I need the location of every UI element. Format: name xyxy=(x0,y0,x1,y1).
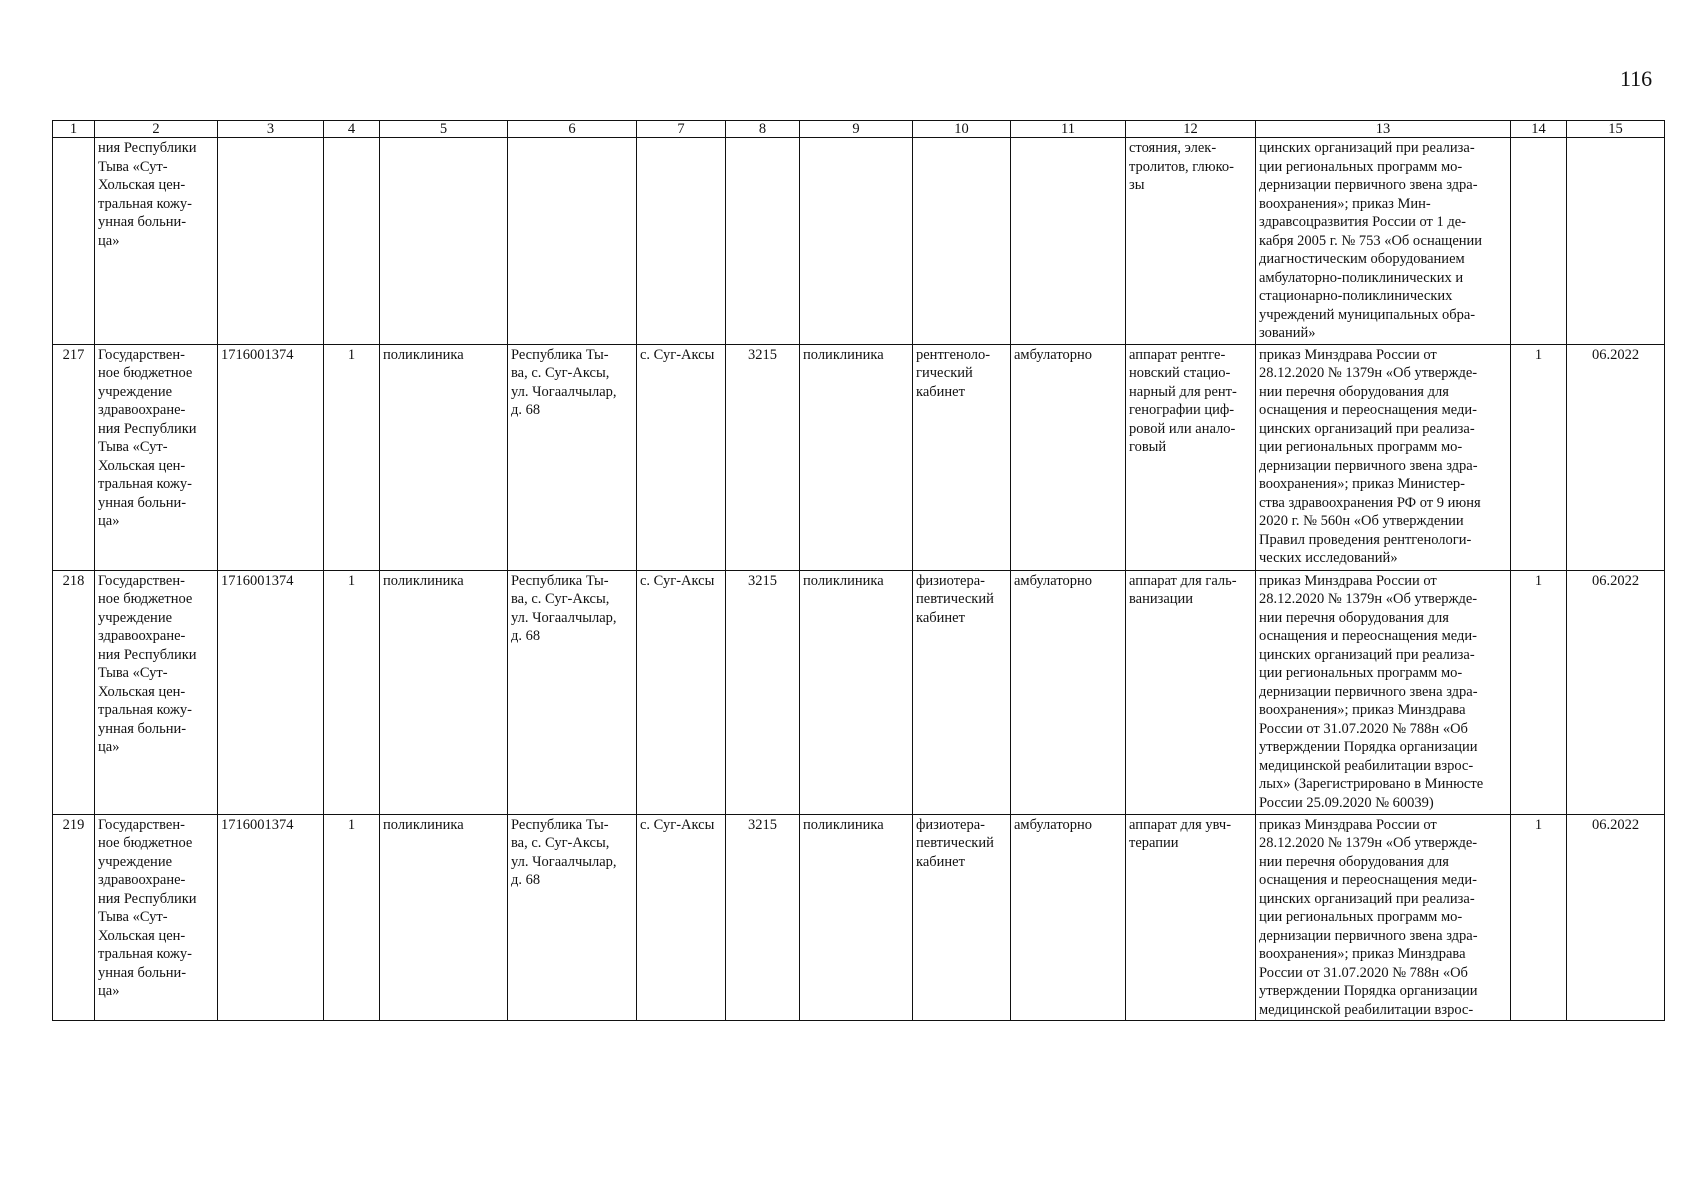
col-header: 1 xyxy=(53,121,95,138)
department-cell: физиотера- певтический кабинет xyxy=(913,814,1011,1021)
equipment-cell: аппарат для увч- терапии xyxy=(1126,814,1256,1021)
count-cell: 1 xyxy=(324,814,380,1021)
quantity-cell: 1 xyxy=(1511,344,1567,570)
equipment-cell: аппарат рентге- новский стацио- нарный для рент- генографии циф- ровой или анало- говый xyxy=(1126,344,1256,570)
date-cell: 06.2022 xyxy=(1567,570,1665,814)
count-cell: 1 xyxy=(324,344,380,570)
col-header: 3 xyxy=(218,121,324,138)
col-header: 7 xyxy=(637,121,726,138)
continuation-row xyxy=(53,138,1665,345)
page-number: 116 xyxy=(1620,66,1653,91)
unit-cell: поликлиника xyxy=(800,814,913,1021)
address-cell: Республика Ты- ва, с. Суг-Аксы, ул. Чогаалчылар, д. 68 xyxy=(508,570,637,814)
count-cell: 1 xyxy=(324,570,380,814)
col-header: 2 xyxy=(95,121,218,138)
col-header: 15 xyxy=(1567,121,1665,138)
col-header: 11 xyxy=(1011,121,1126,138)
address-cell: Республика Ты- ва, с. Суг-Аксы, ул. Чогаалчылар, д. 68 xyxy=(508,814,637,1021)
organization-cell: Государствен- ное бюджетное учреждение здравоохране- ния Республики Тыва «Сут- Хольская цен- тральная кожу- унная больни- ца» xyxy=(95,570,218,814)
col-header: 4 xyxy=(324,121,380,138)
equipment-cell: аппарат для галь- ванизации xyxy=(1126,570,1256,814)
inn-cell: 1716001374 xyxy=(218,814,324,1021)
inn-cell: 1716001374 xyxy=(218,344,324,570)
equipment-table xyxy=(52,120,1665,1021)
organization-cell: Государствен- ное бюджетное учреждение здравоохране- ния Республики Тыва «Сут- Хольская цен- тральная кожу- унная больни- ца» xyxy=(95,814,218,1021)
address-cell: Республика Ты- ва, с. Суг-Аксы, ул. Чогаалчылар, д. 68 xyxy=(508,344,637,570)
equipment-cell: стояния, элек- тролитов, глюко- зы xyxy=(1126,138,1256,345)
col-header: 13 xyxy=(1256,121,1511,138)
care-mode-cell: амбулаторно xyxy=(1011,344,1126,570)
department-cell: рентгеноло- гический кабинет xyxy=(913,344,1011,570)
quantity-cell: 1 xyxy=(1511,570,1567,814)
col-header: 12 xyxy=(1126,121,1256,138)
department-cell: физиотера- певтический кабинет xyxy=(913,570,1011,814)
care-mode-cell: амбулаторно xyxy=(1011,570,1126,814)
care-mode-cell: амбулаторно xyxy=(1011,814,1126,1021)
settlement-cell: с. Суг-Аксы xyxy=(637,570,726,814)
population-cell: 3215 xyxy=(726,570,800,814)
col-header: 5 xyxy=(380,121,508,138)
date-cell: 06.2022 xyxy=(1567,344,1665,570)
date-cell: 06.2022 xyxy=(1567,814,1665,1021)
legal-basis-cell: приказ Минздрава России от 28.12.2020 № 1379н «Об утвержде- нии перечня оборудования для оснащения и переоснащения меди- цинских организаций при реализа- ции региональных программ мо- дернизации первичного звена здра- воохранения»; приказ Минздрава России от 31.07.2020 № 788н «Об утверждении Порядка организации медицинской реабилитации взрос- лых» (Зарегистрировано в Минюсте России 25.09.2020 № 60039) xyxy=(1256,570,1511,814)
col-header: 8 xyxy=(726,121,800,138)
organization-cell: Государствен- ное бюджетное учреждение здравоохране- ния Республики Тыва «Сут- Хольская цен- тральная кожу- унная больни- ца» xyxy=(95,344,218,570)
population-cell: 3215 xyxy=(726,814,800,1021)
legal-basis-cell: приказ Минздрава России от 28.12.2020 № 1379н «Об утвержде- нии перечня оборудования для оснащения и переоснащения меди- цинских организаций при реализа- ции региональных программ мо- дернизации первичного звена здра- воохранения»; приказ Минздрава России от 31.07.2020 № 788н «Об утверждении Порядка организации медицинской реабилитации взрос- xyxy=(1256,814,1511,1021)
col-header: 6 xyxy=(508,121,637,138)
settlement-cell: с. Суг-Аксы xyxy=(637,814,726,1021)
population-cell: 3215 xyxy=(726,344,800,570)
facility-type-cell: поликлиника xyxy=(380,814,508,1021)
settlement-cell: с. Суг-Аксы xyxy=(637,344,726,570)
legal-basis-cell: приказ Минздрава России от 28.12.2020 № 1379н «Об утвержде- нии перечня оборудования для оснащения и переоснащения меди- цинских организаций при реализа- ции региональных программ мо- дернизации первичного звена здра- воохранения»; приказ Министер- ства здравоохранения РФ от 9 июня 2020 г. № 560н «Об утверждении Правил проведения рентгенологи- ческих исследований» xyxy=(1256,344,1511,570)
organization-cell: ния Республики Тыва «Сут- Хольская цен- тральная кожу- унная больни- ца» xyxy=(95,138,218,345)
unit-cell: поликлиника xyxy=(800,344,913,570)
facility-type-cell: поликлиника xyxy=(380,344,508,570)
inn-cell: 1716001374 xyxy=(218,570,324,814)
row-number: 219 xyxy=(53,814,95,1021)
facility-type-cell: поликлиника xyxy=(380,570,508,814)
table-row xyxy=(53,570,1665,814)
row-number: 217 xyxy=(53,344,95,570)
row-number: 218 xyxy=(53,570,95,814)
unit-cell: поликлиника xyxy=(800,570,913,814)
quantity-cell: 1 xyxy=(1511,814,1567,1021)
table-row xyxy=(53,814,1665,1021)
legal-basis-cell: цинских организаций при реализа- ции региональных программ мо- дернизации первичного звена здра- воохранения»; приказ Мин- здравсоцразвития России от 1 де- кабря 2005 г. № 753 «Об оснащении диагностическим оборудованием амбулаторно-поликлинических и стационарно-поликлинических учреждений муниципальных обра- зований» xyxy=(1256,138,1511,345)
col-header: 10 xyxy=(913,121,1011,138)
header-row xyxy=(53,121,1665,138)
table-row xyxy=(53,344,1665,570)
col-header: 9 xyxy=(800,121,913,138)
col-header: 14 xyxy=(1511,121,1567,138)
